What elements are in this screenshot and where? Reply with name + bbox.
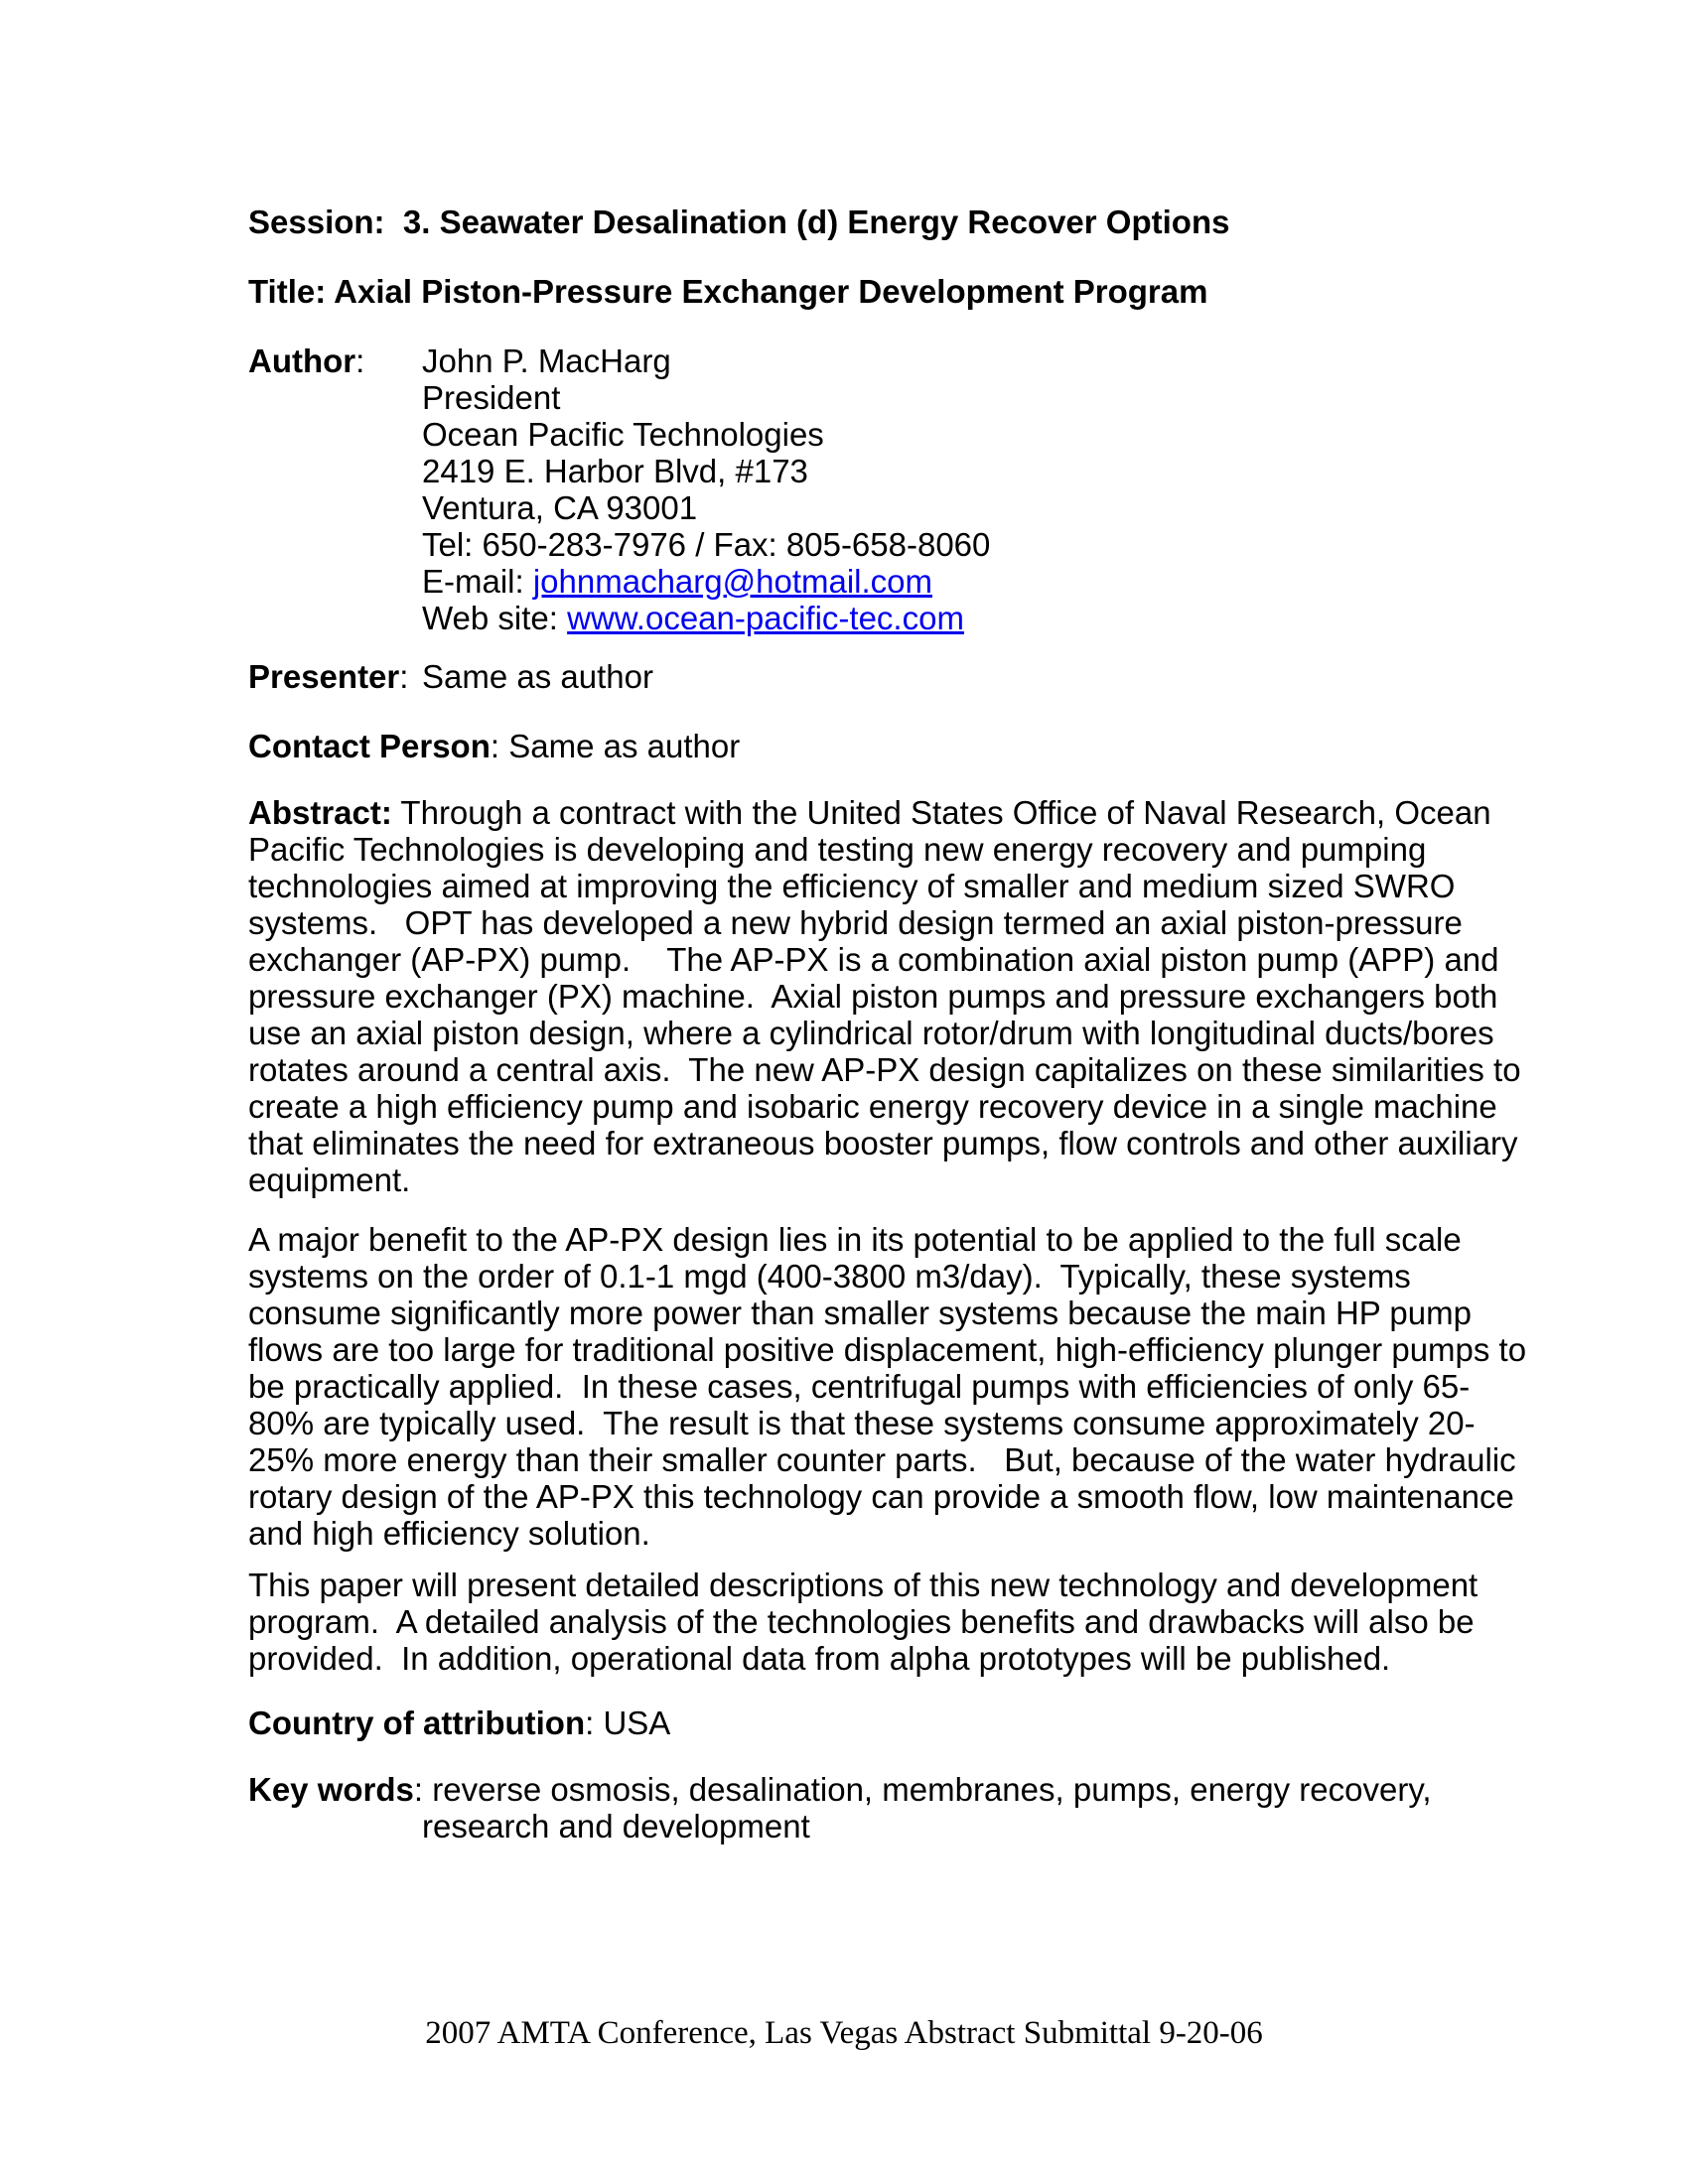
text-line: pressure exchanger (PX) machine. Axial piston pumps and pressure exchangers both	[248, 978, 1498, 1015]
email-label: E-mail:	[422, 563, 533, 600]
website-link[interactable]: www.ocean-pacific-tec.com	[567, 600, 964, 636]
author-block	[248, 342, 1479, 636]
text-line: Pacific Technologies is developing and testing new energy recovery and pumping	[248, 831, 1427, 868]
abstract-first-line-text: Through a contract with the United States Office of Naval Research, Ocean	[391, 794, 1491, 831]
author-label	[248, 342, 422, 379]
text-line: systems on the order of 0.1-1 mgd (400-3800 m3/day). Typically, these systems	[248, 1258, 1411, 1295]
text-line: exchanger (AP-PX) pump. The AP-PX is a combination axial piston pump (APP) and	[248, 941, 1499, 978]
presenter-value: Same as author	[422, 658, 653, 695]
title-line: Title: Axial Piston-Pressure Exchanger Development Program	[248, 273, 1208, 310]
paragraph-2	[248, 1221, 1527, 1552]
text-line: provided. In addition, operational data from alpha prototypes will be published.	[248, 1640, 1391, 1677]
author-label-text: Author	[248, 342, 356, 379]
keywords-block	[248, 1771, 1479, 1844]
keywords-line1	[248, 1771, 1479, 1808]
text-line: This paper will present detailed descriptions of this new technology and development	[248, 1567, 1478, 1603]
presenter-label	[248, 658, 422, 695]
text-line: use an axial piston design, where a cylindrical rotor/drum with longitudinal ducts/bores	[248, 1015, 1494, 1051]
text-line: 80% are typically used. The result is that these systems consume approximately 20-	[248, 1405, 1476, 1441]
country-label: Country of attribution	[248, 1705, 586, 1741]
email-line	[422, 563, 990, 600]
text-line: program. A detailed analysis of the technologies benefits and drawbacks will also be	[248, 1603, 1475, 1640]
text-line: rotary design of the AP-PX this technology can provide a smooth flow, low maintenance	[248, 1478, 1514, 1515]
abstract-first-line	[248, 794, 1491, 831]
text-line: Tel: 650-283-7976 / Fax: 805-658-8060	[422, 526, 991, 563]
email-link[interactable]: johnmacharg@hotmail.com	[532, 563, 933, 600]
country-row	[248, 1705, 1479, 1741]
presenter-row	[248, 658, 1479, 695]
text-line: flows are too large for traditional positive displacement, high-efficiency plunger pumps to	[248, 1331, 1527, 1368]
text-line: create a high efficiency pump and isobaric energy recovery device in a single machine	[248, 1088, 1497, 1125]
website-label: Web site:	[422, 600, 568, 636]
text-line: equipment.	[248, 1161, 411, 1198]
document-content	[248, 204, 1527, 1844]
author-colon: :	[355, 342, 365, 379]
keywords-label: Key words	[248, 1771, 414, 1808]
keywords-line2: research and development	[422, 1808, 810, 1844]
abstract-label: Abstract:	[248, 794, 392, 831]
keywords-value: : reverse osmosis, desalination, membranes, pumps, energy recovery,	[413, 1771, 1432, 1808]
presenter-label-text: Presenter	[248, 658, 400, 695]
session-line: Session: 3. Seawater Desalination (d) Energy Recover Options	[248, 204, 1230, 240]
paragraph-3	[248, 1567, 1479, 1677]
text-line: President	[422, 379, 561, 416]
contact-value: : Same as author	[490, 728, 741, 764]
text-line: consume significantly more power than smaller systems because the main HP pump	[248, 1295, 1472, 1331]
contact-row	[248, 728, 1479, 764]
text-line: technologies aimed at improving the efficiency of smaller and medium sized SWRO	[248, 868, 1456, 904]
text-line: rotates around a central axis. The new AP-PX design capitalizes on these similarities to	[248, 1051, 1521, 1088]
text-line: that eliminates the need for extraneous booster pumps, flow controls and other auxiliary	[248, 1125, 1518, 1161]
text-line: 25% more energy than their smaller counter parts. But, because of the water hydraulic	[248, 1441, 1516, 1478]
presenter-colon: :	[399, 658, 409, 695]
abstract-lines	[248, 831, 1521, 1198]
author-details	[422, 342, 990, 636]
text-line: Ocean Pacific Technologies	[422, 416, 824, 453]
website-line	[422, 600, 990, 636]
author-lines	[422, 342, 990, 563]
country-value: : USA	[585, 1705, 671, 1741]
text-line: 2419 E. Harbor Blvd, #173	[422, 453, 808, 489]
text-line: Ventura, CA 93001	[422, 489, 698, 526]
footer-text: 2007 AMTA Conference, Las Vegas Abstract Submittal 9-20-06	[425, 2015, 1263, 2051]
text-line: and high efficiency solution.	[248, 1515, 650, 1552]
contact-label: Contact Person	[248, 728, 491, 764]
text-line: be practically applied. In these cases, centrifugal pumps with efficiencies of only 65-	[248, 1368, 1471, 1405]
abstract-paragraph	[248, 794, 1521, 1198]
text-line: systems. OPT has developed a new hybrid design termed an axial piston-pressure	[248, 904, 1463, 941]
text-line: A major benefit to the AP-PX design lies in its potential to be applied to the full scale	[248, 1221, 1462, 1258]
text-line: John P. MacHarg	[422, 342, 671, 379]
